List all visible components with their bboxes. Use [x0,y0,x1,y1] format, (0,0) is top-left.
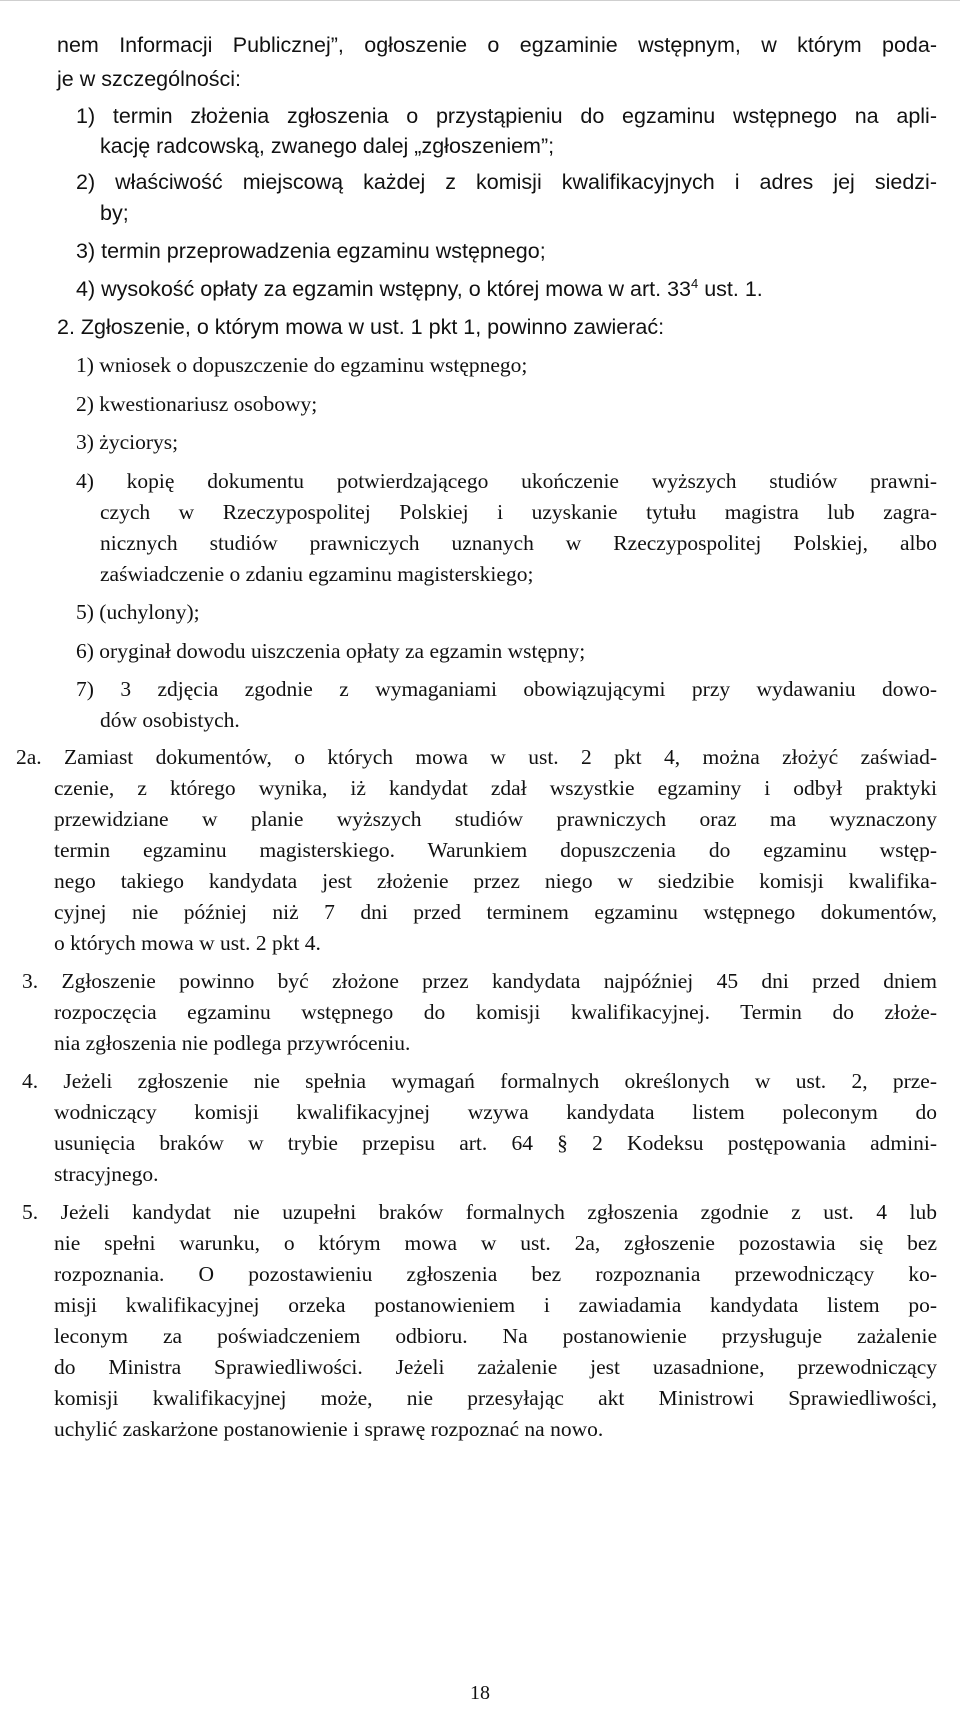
text-line: usunięcia braków w trybie przepisu art. 64 § 2 Kodeksu postępowania admini- [54,1131,937,1155]
text-line: 4) wysokość opłaty za egzamin wstępny, o której mowa w art. $33^4$ ust. 1. [76,275,763,301]
text-line: czych w Rzeczypospolitej Polskiej i uzyskanie tytułu magistra lub zagra- [100,500,937,524]
text-line: dów osobistych. [100,708,240,732]
text-line: kację radcowską, zwanego dalej „zgłoszeniem”; [100,134,555,158]
text-line: nie spełni warunku, o którym mowa w ust. 2a, zgłoszenie pozostawia się bez [54,1231,937,1255]
text-line: termin egzaminu magisterskiego. Warunkiem dopuszczenia do egzaminu wstęp- [54,838,937,862]
text-line: nego takiego kandydata jest złożenie przez niego w siedzibie komisji kwalifika- [54,869,937,893]
text-line: 4. Jeżeli zgłoszenie nie spełnia wymagań formalnych określonych w ust. 2, prze- [22,1069,937,1093]
text-line: misji kwalifikacyjnej orzeka postanowieniem i zawiadamia kandydata listem po- [54,1293,937,1317]
text-line: czenie, z którego wynika, iż kandydat zdał wszystkie egzaminy i odbył praktyki [54,776,937,800]
text-line: 3) życiorys; [76,430,179,454]
text-line: 2) kwestionariusz osobowy; [76,392,318,416]
text-line: 2. Zgłoszenie, o którym mowa w ust. 1 pkt 1, powinno zawierać: [57,315,665,339]
page-number: 18 [470,1682,490,1704]
text-line: 7) 3 zdjęcia zgodnie z wymaganiami obowiązującymi przy wydawaniu dowo- [76,677,937,701]
text-line: przewidziane w planie wyższych studiów prawniczych oraz ma wyznaczony [54,807,937,831]
text-line: 1) termin złożenia zgłoszenia o przystąpieniu do egzaminu wstępnego na apli- [76,104,937,128]
text-line: 1) wniosek o dopuszczenie do egzaminu wstępnego; [76,353,528,377]
text-line: zaświadczenie o zdaniu egzaminu magisterskiego; [100,562,534,586]
top-border [0,0,960,1]
text-line: rozpoznania. O pozostawieniu zgłoszenia bez rozpoznania przewodniczący ko- [54,1262,937,1286]
text-line: do Ministra Sprawiedliwości. Jeżeli zażalenie jest uzasadnione, przewodniczący [54,1355,937,1379]
text-line: 2a. Zamiast dokumentów, o których mowa w ust. 2 pkt 4, można złożyć zaświad- [16,745,937,769]
text-line: uchylić zaskarżone postanowienie i sprawę rozpoznać na nowo. [54,1417,604,1441]
text-line: rozpoczęcia egzaminu wstępnego do komisji kwalifikacyjnej. Termin do złoże- [54,1000,937,1024]
text-line: nicznych studiów prawniczych uznanych w Rzeczypospolitej Polskiej, albo [100,531,937,555]
text-line: je w szczególności: [57,67,242,91]
text-line: wodniczący komisji kwalifikacyjnej wzywa kandydata listem poleconym do [54,1100,937,1124]
text-line: nem Informacji Publicznej”, ogłoszenie o egzaminie wstępnym, w którym poda- [57,33,937,57]
text-line: 5. Jeżeli kandydat nie uzupełni braków formalnych zgłoszenia zgodnie z ust. 4 lub [22,1200,937,1224]
text-line: leconym za poświadczeniem odbioru. Na postanowienie przysługuje zażalenie [54,1324,937,1348]
text-line: 2) właściwość miejscową każdej z komisji kwalifikacyjnych i adres jej siedzi- [76,170,937,194]
text-line: nia zgłoszenia nie podlega przywróceniu. [54,1031,411,1055]
text-line: 4) kopię dokumentu potwierdzającego ukończenie wyższych studiów prawni- [76,469,937,493]
text-line: by; [100,201,129,225]
text-line: o których mowa w ust. 2 pkt 4. [54,931,321,955]
text-line: komisji kwalifikacyjnej może, nie przesyłając akt Ministrowi Sprawiedliwości, [54,1386,937,1410]
text-line: 3) termin przeprowadzenia egzaminu wstępnego; [76,239,546,263]
text-line: 5) (uchylony); [76,600,200,624]
text-line: 6) oryginał dowodu uiszczenia opłaty za egzamin wstępny; [76,639,586,663]
text-line: cyjnej nie później niż 7 dni przed terminem egzaminu wstępnego dokumentów, [54,900,937,924]
text-line: stracyjnego. [54,1162,159,1186]
text-line: 3. Zgłoszenie powinno być złożone przez kandydata najpóźniej 45 dni przed dniem [22,969,937,993]
